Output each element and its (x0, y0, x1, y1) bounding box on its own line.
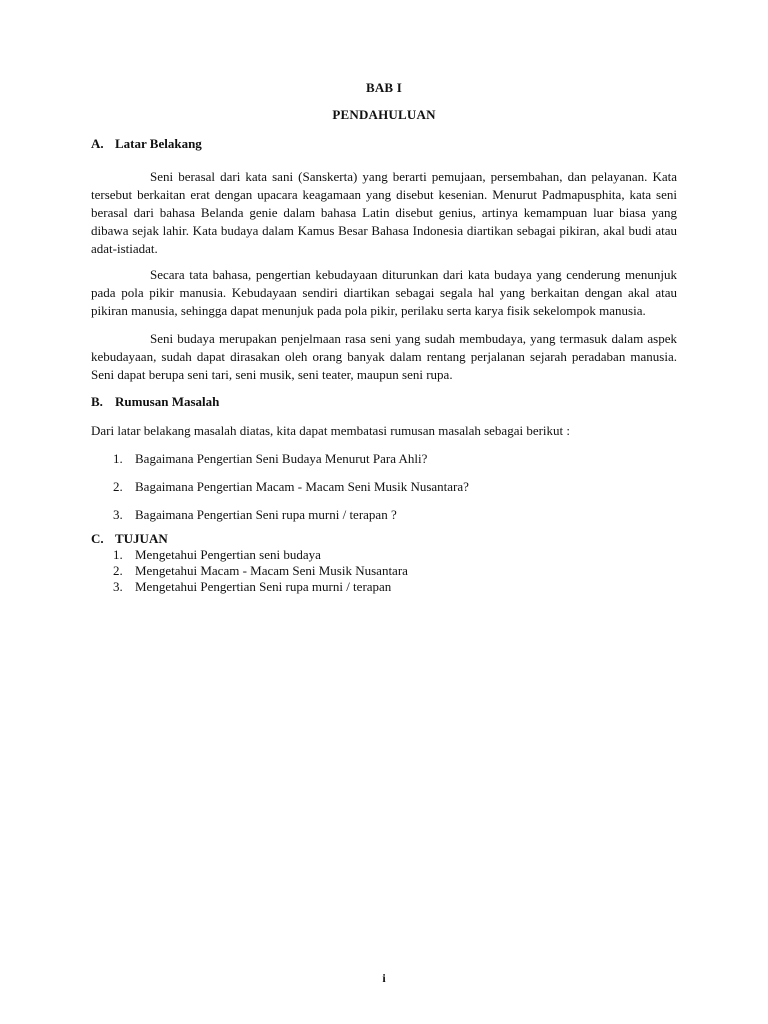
list-item-text: Mengetahui Pengertian seni budaya (135, 547, 321, 562)
section-b-title: Rumusan Masalah (115, 394, 220, 409)
list-item (91, 563, 677, 579)
section-a-label: A. (91, 136, 104, 151)
list-item (91, 506, 677, 524)
section-c-heading (91, 531, 677, 547)
list-item-text: Mengetahui Pengertian Seni rupa murni / terapan (135, 579, 392, 594)
paragraph-1: Seni berasal dari kata sani (Sanskerta) yang berarti pemujaan, persembahan, dan pelayanan. Kata tersebut berkaitan erat dengan upacara keagamaan yang disebut kesenian. Menurut Padmapusphita, kata seni berasal dari bahasa Belanda genie dalam bahasa Latin disebut genius, artinya kemampuan luar biasa yang dibawa sejak lahir. Kata budaya dalam Kamus Besar Bahasa Indonesia diartikan sebagai pikiran, akal budi atau adat-istiadat. (91, 169, 677, 256)
paragraph-2: Secara tata bahasa, pengertian kebudayaan diturunkan dari kata budaya yang cenderung menunjuk pada pola pikir manusia. Kebudayaan sendiri diartikan sebagai segala hal yang berkaitan dengan akal atau pikiran manusia, sehingga dapat menunjuk pada pola pikir, perilaku serta karya fisik sekelompok manusia. (91, 267, 677, 318)
document-body (91, 135, 677, 595)
page-number: i (382, 971, 386, 985)
list-item-number: 1. (113, 451, 123, 466)
list-item-text: Bagaimana Pengertian Seni Budaya Menurut Para Ahli? (135, 451, 428, 466)
list-item-number: 3. (113, 507, 123, 522)
section-b-heading (91, 393, 677, 411)
list-item-number: 2. (113, 479, 123, 494)
list-item-number: 3. (113, 579, 123, 594)
list-item-text: Bagaimana Pengertian Macam - Macam Seni Musik Nusantara? (135, 479, 469, 494)
list-item-number: 1. (113, 547, 123, 562)
section-a-title: Latar Belakang (115, 136, 202, 151)
list-item-text: Mengetahui Macam - Macam Seni Musik Nusantara (135, 563, 408, 578)
chapter-number: BAB I (365, 80, 403, 95)
objective-list (91, 547, 677, 595)
list-item (91, 450, 677, 468)
section-c-title: TUJUAN (115, 531, 168, 546)
section-c-label: C. (91, 531, 104, 546)
paragraph-3: Seni budaya merupakan penjelmaan rasa seni yang sudah membudaya, yang termasuk dalam aspek kebudayaan, sudah dapat dirasakan oleh orang banyak dalam rentang perjalanan sejarah peradaban manusia. Seni dapat berupa seni tari, seni musik, seni teater, maupun seni rupa. (91, 331, 677, 382)
problem-list (91, 450, 677, 524)
chapter-title: PENDAHULUAN (332, 107, 436, 122)
list-item-text: Bagaimana Pengertian Seni rupa murni / terapan ? (135, 507, 397, 522)
list-item (91, 478, 677, 496)
section-b-intro: Dari latar belakang masalah diatas, kita dapat membatasi rumusan masalah sebagai berikut : (91, 423, 571, 438)
list-item (91, 579, 677, 595)
section-b-label: B. (91, 394, 103, 409)
list-item (91, 547, 677, 563)
list-item-number: 2. (113, 563, 123, 578)
section-a-heading (91, 135, 677, 153)
